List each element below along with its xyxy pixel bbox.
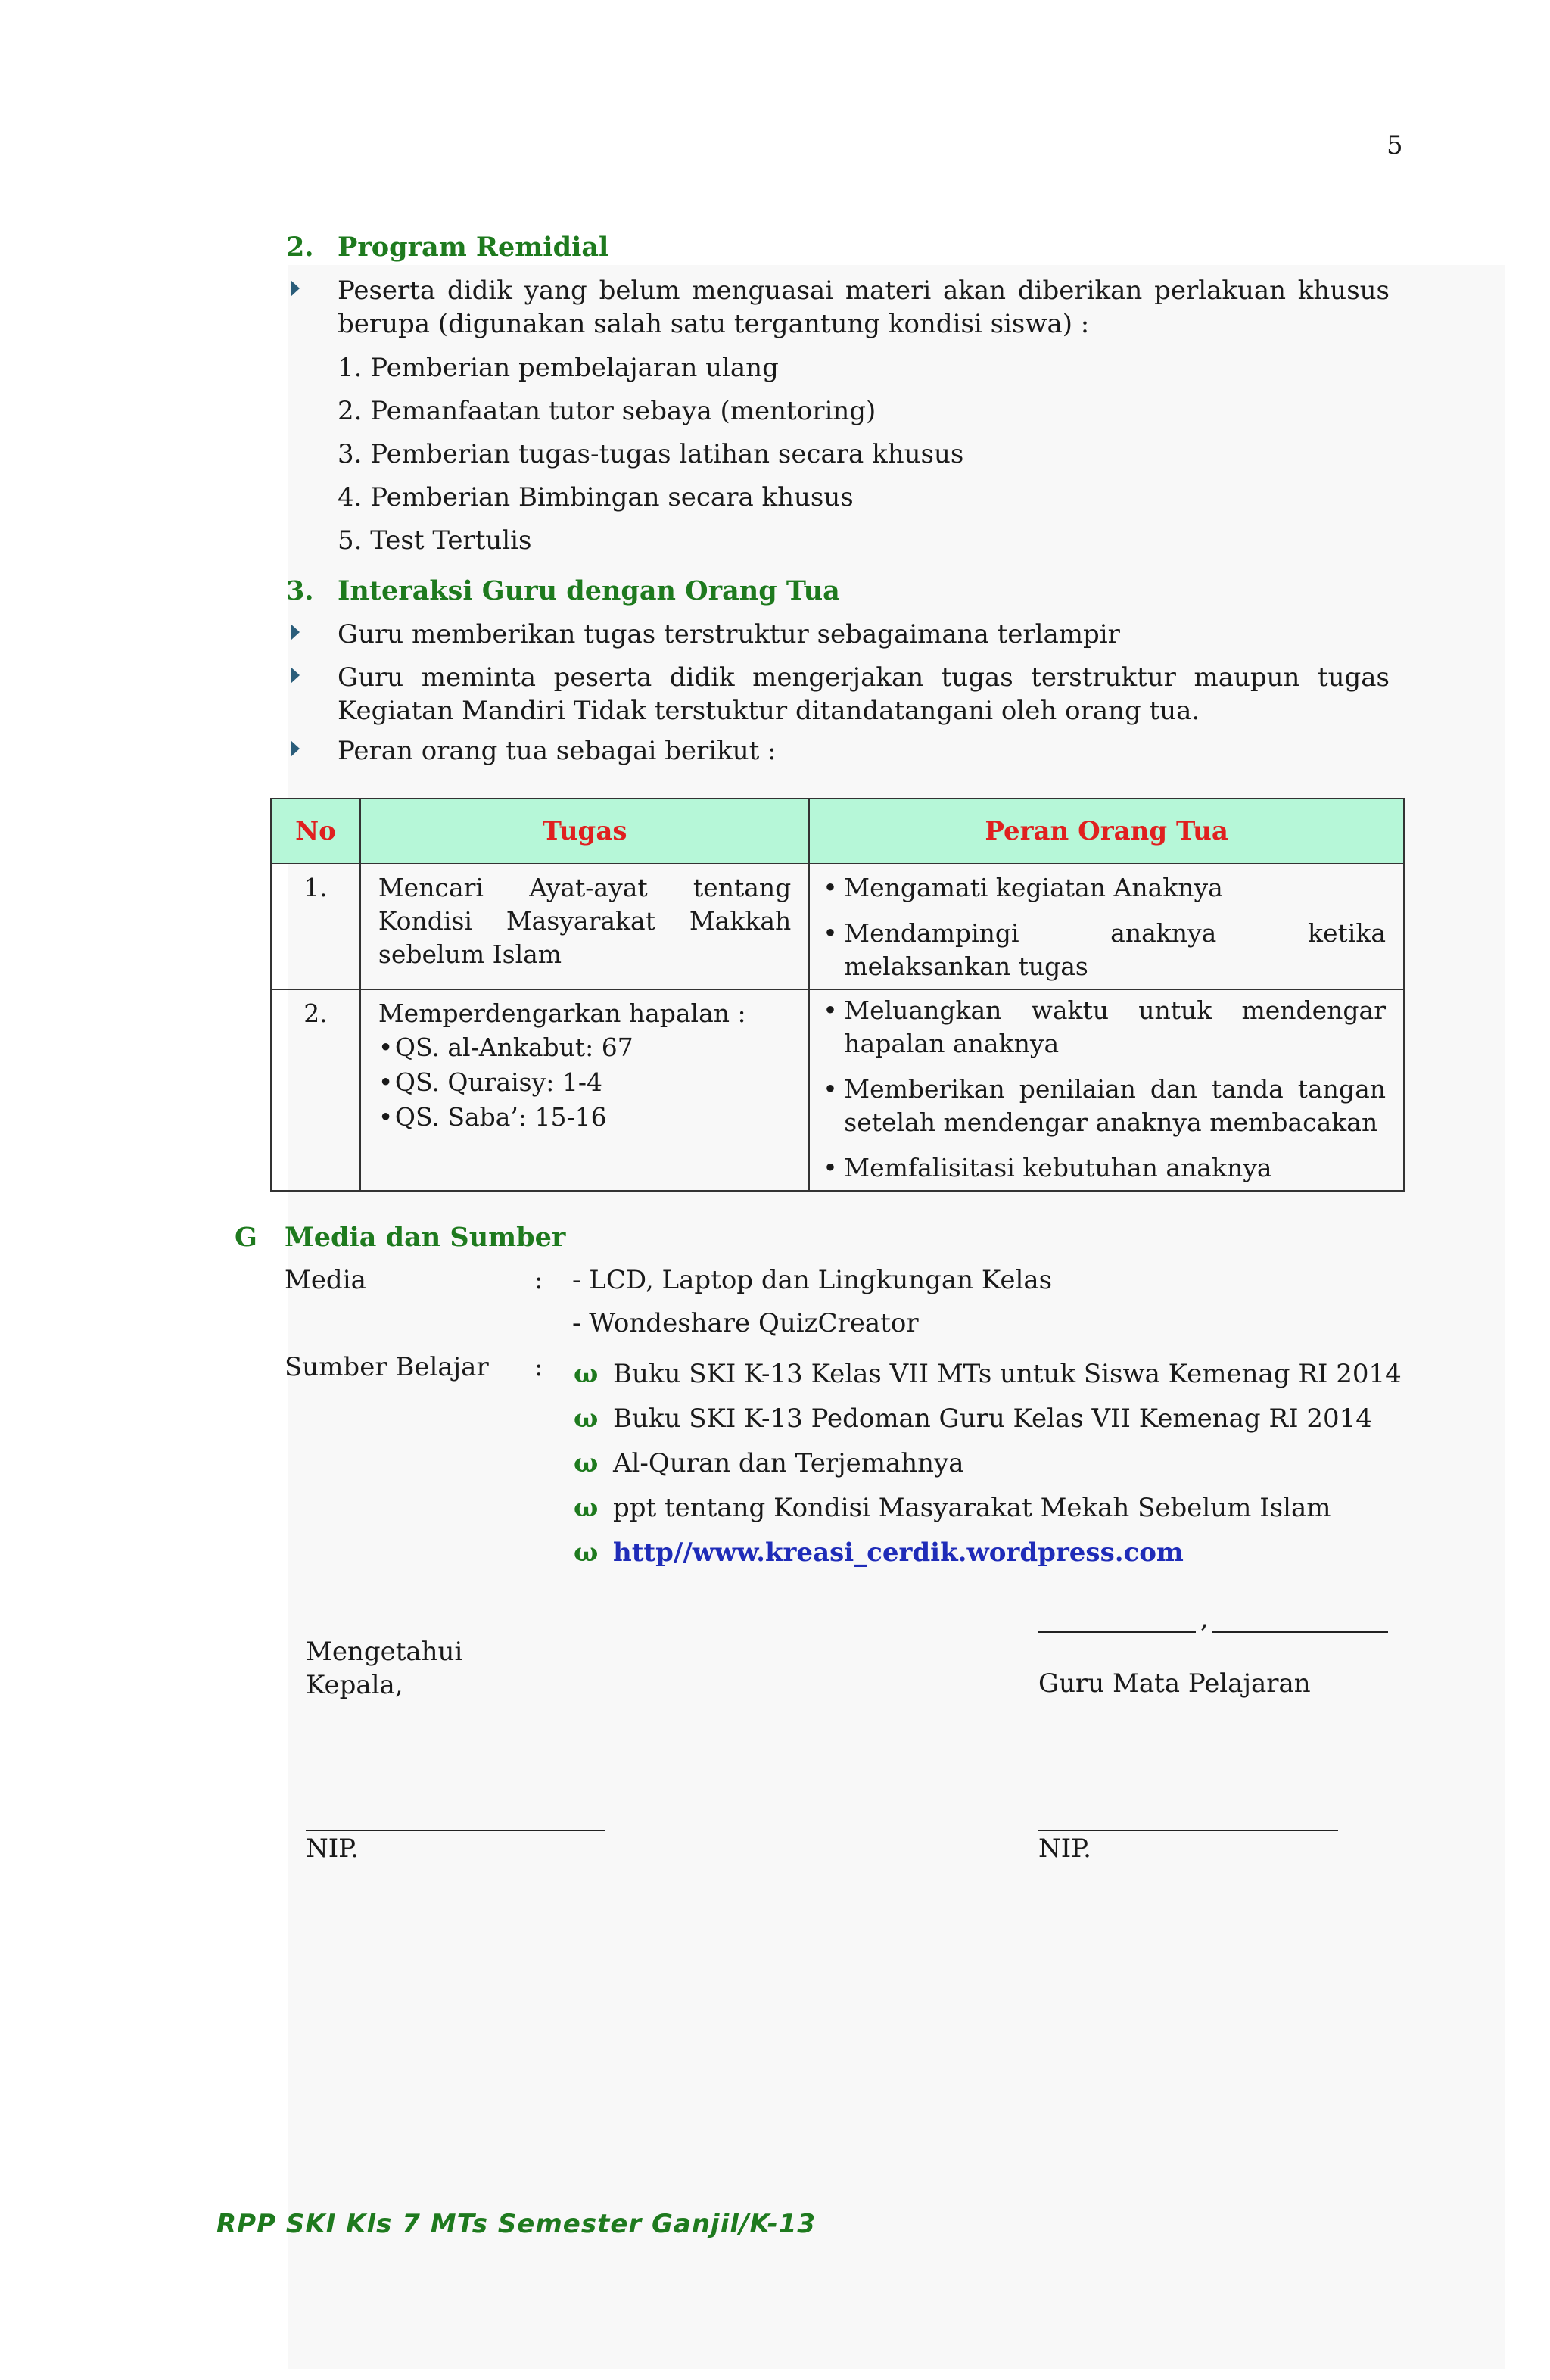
mengetahui-text: Mengetahui [306, 1637, 463, 1667]
remedial-item: 3. Pemberian tugas-tugas latihan secara khusus [338, 439, 964, 469]
peran-text: Memfalisitasi kebutuhan anaknya [844, 1153, 1272, 1182]
section3-number: 3. [286, 575, 314, 606]
list-item [574, 1441, 1402, 1486]
peran-text: Memberikan penilaian dan tanda tangan setelah mendengar anaknya membacakan [844, 1074, 1386, 1137]
nip-left: NIP. [306, 1833, 359, 1864]
list-item: • Mengamati kegiatan Anaknya [823, 871, 1386, 905]
page-number: 5 [1387, 130, 1403, 160]
list-item [574, 1352, 1402, 1397]
sumber-label: Sumber Belajar [285, 1352, 489, 1382]
section3-bullet: Peran orang tua sebagai berikut : [338, 736, 777, 766]
omega-bullet-icon: ω [574, 1403, 599, 1434]
peran-orang-tua-table [270, 798, 1405, 1192]
header-no: No [271, 799, 360, 864]
list-item [574, 1397, 1402, 1441]
remedial-item: 2. Pemanfaatan tutor sebaya (mentoring) [338, 396, 876, 426]
sumber-link[interactable]: http//www.kreasi_cerdik.wordpress.com [613, 1537, 1184, 1568]
peran-text: Mengamati kegiatan Anaknya [844, 873, 1223, 902]
sectionG-title: Media dan Sumber [285, 1222, 566, 1253]
omega-bullet-icon: ω [574, 1359, 599, 1389]
page-footer: RPP SKI Kls 7 MTs Semester Ganjil/K-13 [216, 2209, 817, 2239]
date-line-left [1038, 1631, 1196, 1633]
omega-bullet-icon: ω [574, 1537, 599, 1568]
list-item [574, 1531, 1402, 1575]
signature-left-title [306, 1635, 462, 1702]
signature-line-right [1038, 1830, 1338, 1831]
kepala-text: Kepala, [306, 1670, 403, 1700]
list-item: • Memberikan penilaian dan tanda tangan setelah mendengar anaknya membacakan [823, 1073, 1386, 1139]
remedial-item: 1. Pemberian pembelajaran ulang [338, 353, 779, 383]
header-tugas: Tugas [360, 799, 809, 864]
arrow-bullet-icon [291, 280, 300, 297]
media-item: - LCD, Laptop dan Lingkungan Kelas [572, 1265, 1053, 1295]
row-tugas: Memperdengarkan hapalan : [378, 998, 746, 1028]
section2-title: Program Remidial [338, 232, 609, 263]
date-line-right [1212, 1631, 1388, 1633]
header-peran: Peran Orang Tua [809, 799, 1404, 864]
media-label: Media [285, 1265, 366, 1295]
media-item: - Wondeshare QuizCreator [572, 1308, 919, 1338]
sumber-text: ppt tentang Kondisi Masyarakat Mekah Sebelum Islam [613, 1493, 1331, 1523]
arrow-bullet-icon [291, 624, 300, 640]
remedial-item: 4. Pemberian Bimbingan secara khusus [338, 482, 854, 512]
peran-text: Mendampingi anaknya ketika melaksankan tugas [844, 918, 1386, 981]
section3-title: Interaksi Guru dengan Orang Tua [338, 575, 840, 606]
sumber-text: Buku SKI K-13 Pedoman Guru Kelas VII Kemenag RI 2014 [613, 1403, 1372, 1434]
row-number: 1. [303, 873, 328, 902]
date-comma: , [1200, 1603, 1209, 1634]
surah-text: QS. Quraisy: 1-4 [394, 1067, 602, 1097]
section2-intro: Peserta didik yang belum menguasai materi akan diberikan perlakuan khusus berupa (digunakan salah satu tergantung kondisi siswa) : [338, 276, 1390, 339]
arrow-bullet-icon [291, 740, 300, 757]
surah-text: QS. al-Ankabut: 67 [394, 1033, 633, 1062]
content-shade-right [1399, 265, 1505, 2369]
arrow-bullet-icon [291, 667, 300, 684]
list-item: • QS. Saba’: 15-16 [378, 1100, 791, 1135]
omega-bullet-icon: ω [574, 1448, 599, 1478]
omega-bullet-icon: ω [574, 1493, 599, 1523]
sectionG-letter: G [235, 1222, 257, 1253]
remedial-item: 5. Test Tertulis [338, 525, 532, 556]
signature-line-left [306, 1830, 605, 1831]
section2-number: 2. [286, 232, 314, 263]
sumber-colon: : [534, 1352, 543, 1382]
media-colon: : [534, 1265, 543, 1295]
table-header-row [271, 799, 1404, 864]
table-row [271, 989, 1404, 1191]
nip-right: NIP. [1038, 1833, 1091, 1864]
peran-text: Meluangkan waktu untuk mendengar hapalan anaknya [844, 995, 1386, 1058]
section3-bullet: Guru memberikan tugas terstruktur sebagaimana terlampir [338, 619, 1120, 650]
sumber-list [574, 1352, 1402, 1575]
surah-text: QS. Saba’: 15-16 [394, 1102, 607, 1132]
list-item: • Meluangkan waktu untuk mendengar hapalan anaknya [823, 994, 1386, 1061]
list-item [574, 1486, 1402, 1531]
signature-right-title: Guru Mata Pelajaran [1038, 1668, 1311, 1699]
sumber-text: Al-Quran dan Terjemahnya [613, 1448, 964, 1478]
row-number: 2. [303, 998, 328, 1028]
table-row [271, 864, 1404, 989]
section3-bullet: Guru meminta peserta didik mengerjakan tugas terstruktur maupun tugas Kegiatan Mandiri Tidak terstuktur ditandatangani oleh orang tua. [338, 662, 1390, 726]
remedial-list [338, 347, 963, 562]
list-item: • QS. al-Ankabut: 67 [378, 1030, 791, 1065]
list-item: • QS. Quraisy: 1-4 [378, 1065, 791, 1100]
sumber-text: Buku SKI K-13 Kelas VII MTs untuk Siswa Kemenag RI 2014 [613, 1359, 1402, 1389]
list-item: • Memfalisitasi kebutuhan anaknya [823, 1151, 1386, 1185]
list-item: • Mendampingi anaknya ketika melaksankan tugas [823, 917, 1386, 983]
row-tugas: Mencari Ayat-ayat tentang Kondisi Masyarakat Makkah sebelum Islam [378, 873, 792, 969]
